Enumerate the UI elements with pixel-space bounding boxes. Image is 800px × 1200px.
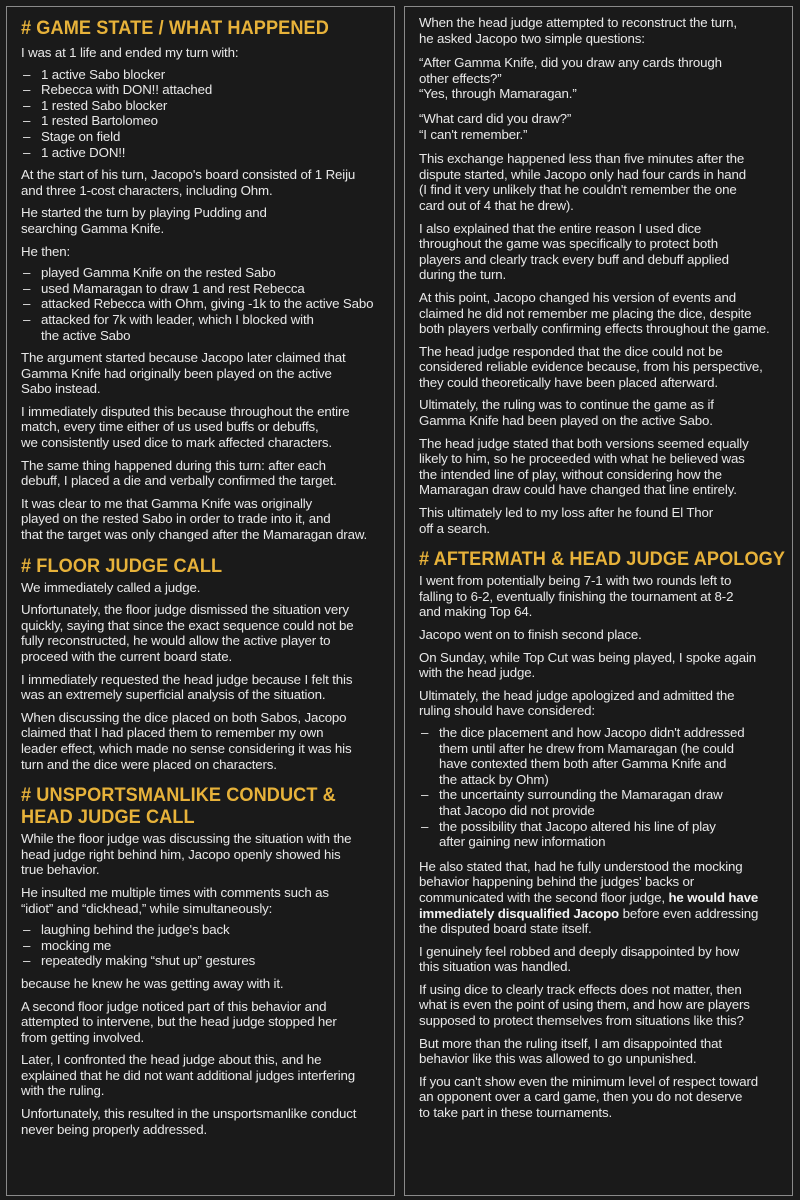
list-item: – attacked Rebecca with Ohm, giving -1k to the active Sabo bbox=[21, 296, 384, 312]
heading-game-state: # GAME STATE / WHAT HAPPENED bbox=[21, 17, 329, 39]
paragraph: I immediately requested the head judge because I felt this was an extremely superficial analysis of the situation. bbox=[21, 671, 353, 703]
behavior-list bbox=[21, 922, 384, 969]
emphasis-text: he would have immediately disqualified Jacopo bbox=[419, 889, 759, 921]
list-item: – attacked for 7k with leader, which I blocked with the active Sabo bbox=[21, 312, 384, 343]
heading-floor-judge: # FLOOR JUDGE CALL bbox=[21, 554, 223, 577]
list-item: – used Mamaragan to draw 1 and rest Rebecca bbox=[21, 281, 384, 297]
list-item: – the dice placement and how Jacopo didn't addressed them until after he drew from Mamaragan (he could have contexted them both after Gamma Knife and the attack by Ohm) bbox=[419, 725, 782, 787]
list-item: – the uncertainty surrounding the Mamaragan draw that Jacopo did not provide bbox=[419, 787, 782, 818]
section-aftermath bbox=[419, 548, 786, 1121]
paragraph: The head judge stated that both versions seemed equally likely to him, so he proceeded with what he believed was the intended line of play, without considering how the Mamaragan draw could have changed that line entirely. bbox=[419, 435, 749, 498]
considered-list bbox=[419, 725, 782, 850]
paragraph: At the start of his turn, Jacopo's board consisted of 1 Reiju and three 1-cost characters, including Ohm. bbox=[21, 167, 356, 198]
paragraph: Ultimately, the ruling was to continue the game as if Gamma Knife had been played on the active Sabo. bbox=[419, 397, 714, 429]
heading-line: HEAD JUDGE CALL bbox=[21, 806, 195, 829]
board-list bbox=[21, 67, 384, 161]
paragraph: We immediately called a judge. bbox=[21, 579, 201, 595]
list-item: – Rebecca with DON!! attached bbox=[21, 82, 384, 98]
paragraph: Unfortunately, this resulted in the unsportsmanlike conduct never being properly addressed. bbox=[21, 1106, 357, 1137]
left-column bbox=[6, 6, 395, 1196]
paragraph: He insulted me multiple times with comments such as “idiot” and “dickhead,” while simultaneously: bbox=[21, 884, 329, 916]
section-head-judge-reconstruction bbox=[419, 15, 782, 536]
paragraph: because he knew he was getting away with it. bbox=[21, 975, 284, 991]
paragraph: I immediately disputed this because throughout the entire match, every time either of us used buffs or debuffs, we consistently used dice to mark affected characters. bbox=[21, 403, 350, 451]
paragraph: When discussing the dice placed on both Sabos, Jacopo claimed that I had placed them to remember my own leader effect, which made no sense considering it was his turn and the dice were placed on characters. bbox=[21, 709, 352, 772]
list-item: – 1 active DON!! bbox=[21, 145, 384, 161]
paragraph: I went from potentially being 7-1 with two rounds left to falling to 6-2, eventually finishing the tournament at 8-2 and making Top 64. bbox=[419, 573, 734, 620]
section-game-state bbox=[21, 17, 384, 543]
paragraph: He started the turn by playing Pudding and searching Gamma Knife. bbox=[21, 205, 267, 236]
list-item: – repeatedly making “shut up” gestures bbox=[21, 953, 384, 969]
list-item: – Stage on field bbox=[21, 129, 384, 145]
text-span: He also stated that, had he fully understood the mocking behavior happening behind the judges' backs or communicated with the second floor judge, bbox=[419, 858, 743, 905]
list-item: – the possibility that Jacopo altered his line of play after gaining new information bbox=[419, 819, 782, 850]
paragraph: If using dice to clearly track effects does not matter, then what is even the point of using them, and how are players supposed to protect themselves from situations like this? bbox=[419, 981, 750, 1029]
paragraph: On Sunday, while Top Cut was being played, I spoke again with the head judge. bbox=[419, 649, 757, 681]
dialogue-quote: “After Gamma Knife, did you draw any cards through other effects?” “Yes, through Mamaragan.” bbox=[419, 55, 722, 102]
paragraph-disqualification bbox=[419, 859, 782, 937]
list-item: – 1 rested Sabo blocker bbox=[21, 98, 384, 114]
paragraph: This exchange happened less than five minutes after the dispute started, while Jacopo only had four cards in hand (I find it very unlikely that he couldn't remember the one card out of 4 that he drew). bbox=[419, 151, 747, 213]
list-item: – mocking me bbox=[21, 938, 384, 954]
paragraph: The head judge responded that the dice could not be considered reliable evidence because, from his perspective, they could theoretically have been placed afterward. bbox=[419, 343, 763, 390]
paragraph: A second floor judge noticed part of this behavior and attempted to intervene, but the head judge stopped her from getting involved. bbox=[21, 998, 337, 1045]
paragraph: Ultimately, the head judge apologized and admitted the ruling should have considered: bbox=[419, 687, 735, 719]
paragraph: I was at 1 life and ended my turn with: bbox=[21, 45, 239, 60]
paragraph: This ultimately led to my loss after he found El Thor off a search. bbox=[419, 505, 714, 536]
heading-aftermath: # AFTERMATH & HEAD JUDGE APOLOGY bbox=[419, 548, 786, 571]
dialogue-quote: “What card did you draw?” “I can't remember.” bbox=[419, 110, 572, 142]
section-floor-judge bbox=[21, 555, 384, 773]
list-item: – laughing behind the judge's back bbox=[21, 922, 384, 938]
paragraph: Unfortunately, the floor judge dismissed the situation very quickly, saying that since the exact sequence could not be fully reconstructed, he would allow the active player to proceed with the current board state. bbox=[21, 602, 354, 664]
paragraph: I also explained that the entire reason I used dice throughout the game was specifically to protect both players and clearly track every buff and debuff applied during the turn. bbox=[419, 220, 729, 283]
paragraph: I genuinely feel robbed and deeply disappointed by how this situation was handled. bbox=[419, 943, 740, 975]
text-span: before even addressing the disputed board state itself. bbox=[419, 905, 759, 937]
paragraph: The argument started because Jacopo later claimed that Gamma Knife had originally been played on the active Sabo instead. bbox=[21, 350, 346, 397]
paragraph: If you can't show even the minimum level of respect toward an opponent over a card game, then you do not deserve to take part in these tournaments. bbox=[419, 1073, 758, 1121]
list-item: – 1 rested Bartolomeo bbox=[21, 113, 384, 129]
paragraph: It was clear to me that Gamma Knife was originally played on the rested Sabo in order to trade into it, and that the target was only changed after the Mamaragan draw. bbox=[21, 495, 368, 543]
right-column bbox=[404, 6, 793, 1196]
paragraph: Jacopo went on to finish second place. bbox=[419, 627, 642, 642]
paragraph: Later, I confronted the head judge about this, and he explained that he did not want additional judges interfering with the ruling. bbox=[21, 1052, 356, 1099]
paragraph: While the floor judge was discussing the situation with the head judge right behind him, Jacopo openly showed his true behavior. bbox=[21, 831, 352, 878]
paragraph: The same thing happened during this turn: after each debuff, I placed a die and verbally confirmed the target. bbox=[21, 457, 337, 489]
heading-line: # UNSPORTSMANLIKE CONDUCT & bbox=[21, 784, 336, 807]
paragraph: He then: bbox=[21, 243, 71, 259]
paragraph: But more than the ruling itself, I am disappointed that behavior like this was allowed to go unpunished. bbox=[419, 1035, 722, 1067]
heading-unsportsmanlike bbox=[21, 784, 359, 828]
list-item: – 1 active Sabo blocker bbox=[21, 67, 384, 83]
section-unsportsmanlike bbox=[21, 784, 384, 1137]
actions-list bbox=[21, 265, 384, 343]
paragraph: At this point, Jacopo changed his version of events and claimed he did not remember me placing the dice, despite both players verbally confirming effects throughout the game. bbox=[419, 289, 770, 337]
paragraph: When the head judge attempted to reconstruct the turn, he asked Jacopo two simple questions: bbox=[419, 15, 737, 46]
list-item: – played Gamma Knife on the rested Sabo bbox=[21, 265, 384, 281]
